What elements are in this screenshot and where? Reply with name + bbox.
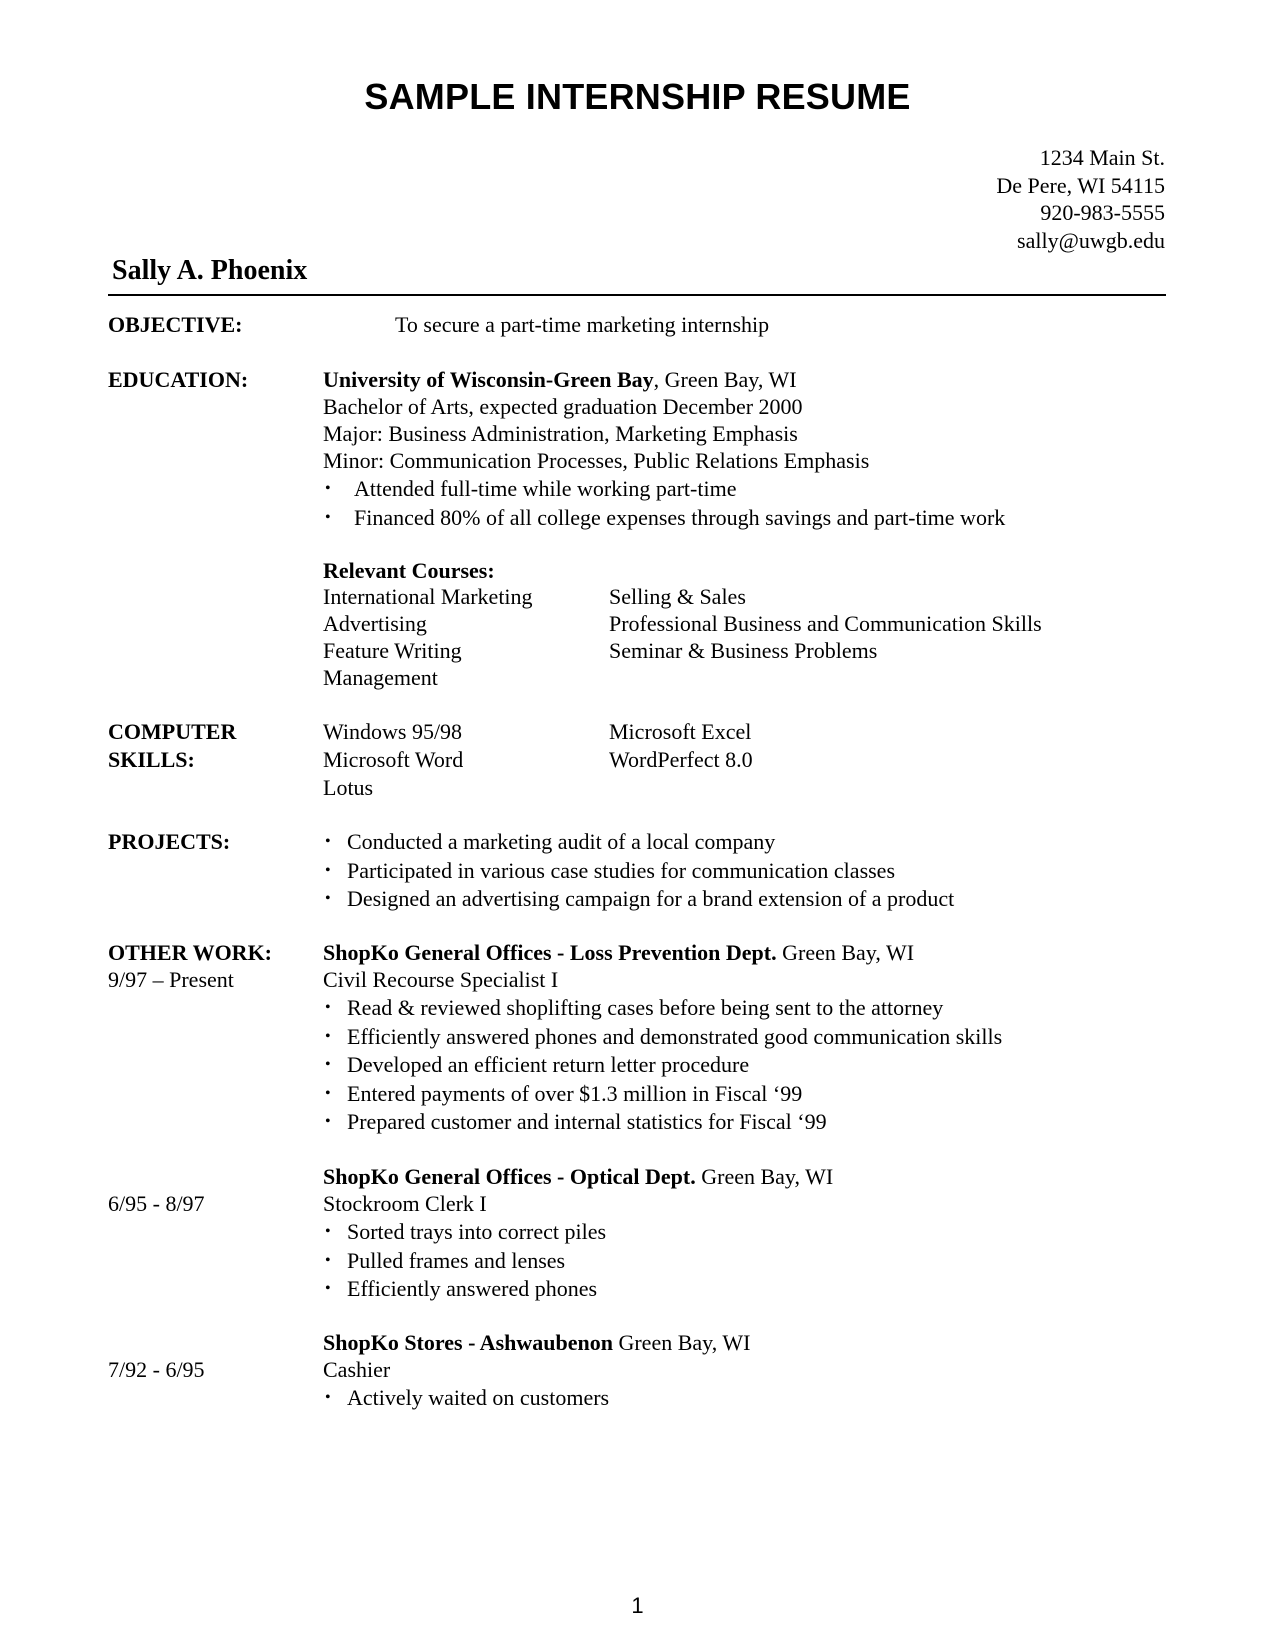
list-item: • Designed an advertising campaign for a brand extension of a product [325,885,954,914]
list-item: • Conducted a marketing audit of a local company [325,828,954,857]
list-item: • Financed 80% of all college expenses through savings and part-time work [325,504,1005,533]
job-3-dates: 7/92 - 6/95 [108,1357,205,1382]
job-2-location: Green Bay, WI [695,1164,834,1189]
list-item: • Developed an efficient return letter procedure [325,1051,1002,1080]
list-item: • Efficiently answered phones and demonstrated good communication skills [325,1023,1002,1052]
major: Major: Business Administration, Marketing Emphasis [323,421,798,446]
list-item: • Efficiently answered phones [325,1275,606,1304]
job-2-employer: ShopKo General Offices - Optical Dept. [323,1164,696,1189]
computer-skills-label-line2: SKILLS: [108,747,195,772]
skill-item: WordPerfect 8.0 [609,747,753,772]
list-item: • Pulled frames and lenses [325,1247,606,1276]
courses-left-column [323,583,533,691]
contact-phone: 920-983-5555 [1040,200,1165,225]
job-3-employer: ShopKo Stores - Ashwaubenon [323,1330,613,1355]
job-3-employer-line [323,1329,750,1357]
list-item: • Entered payments of over $1.3 million in Fiscal ‘99 [325,1080,1002,1109]
computer-skills-label-line1: COMPUTER [108,719,237,744]
applicant-name: Sally A. Phoenix [112,255,308,286]
skills-left-column [323,718,463,802]
objective-text: To secure a part-time marketing internship [395,312,770,337]
other-work-label: OTHER WORK: [108,940,273,965]
list-item: • Sorted trays into correct piles [325,1218,606,1247]
job-3-bullets [325,1384,609,1413]
education-bullets [325,475,1005,532]
job-1-location: Green Bay, WI [776,940,915,965]
course-item: Seminar & Business Problems [609,638,878,663]
list-item: • Actively waited on customers [325,1384,609,1413]
course-item: Feature Writing [323,638,462,663]
job-1-employer: ShopKo General Offices - Loss Prevention Dept. [323,940,777,965]
computer-skills-label [108,718,236,774]
job-3-position: Cashier [323,1357,391,1382]
header-divider [108,294,1166,296]
course-item: Management [323,665,438,690]
course-item: Selling & Sales [609,584,746,609]
objective-label: OBJECTIVE: [108,312,243,337]
job-1-position: Civil Recourse Specialist I [323,967,559,992]
job-3-location: Green Bay, WI [612,1330,751,1355]
job-2-position: Stockroom Clerk I [323,1191,487,1216]
school-location: , Green Bay, WI [653,367,797,392]
list-item: • Attended full-time while working part-time [325,475,1005,504]
course-item: International Marketing [323,584,533,609]
job-1-dates: 9/97 – Present [108,967,234,992]
job-2-dates: 6/95 - 8/97 [108,1191,205,1216]
list-item: • Prepared customer and internal statistics for Fiscal ‘99 [325,1108,1002,1137]
contact-city: De Pere, WI 54115 [996,172,1165,198]
job-1-employer-line [323,939,914,967]
job-2-bullets [325,1218,606,1304]
job-2-employer-line [323,1163,833,1191]
list-item: • Participated in various case studies for communication classes [325,857,954,886]
list-item: • Read & reviewed shoplifting cases before being sent to the attorney [325,994,1002,1023]
school-line [323,366,797,394]
courses-right-column [609,583,1042,664]
course-item: Professional Business and Communication Skills [609,611,1042,636]
contact-email: sally@uwgb.edu [1017,227,1165,253]
contact-block [996,144,1165,254]
school-name: University of Wisconsin-Green Bay [323,367,654,392]
courses-heading: Relevant Courses: [323,558,495,583]
minor: Minor: Communication Processes, Public Relations Emphasis [323,448,870,473]
skill-item: Microsoft Excel [609,719,752,744]
skill-item: Windows 95/98 [323,719,463,744]
skill-item: Microsoft Word [323,747,464,772]
job-1-bullets [325,994,1002,1137]
education-label: EDUCATION: [108,367,249,392]
projects-bullets [325,828,954,914]
skills-right-column [609,718,753,774]
course-item: Advertising [323,611,427,636]
page-number: 1 [631,1593,644,1618]
contact-street: 1234 Main St. [1039,145,1165,170]
projects-label: PROJECTS: [108,829,231,854]
document-title: SAMPLE INTERNSHIP RESUME [364,76,911,117]
degree: Bachelor of Arts, expected graduation December 2000 [323,394,803,419]
skill-item: Lotus [323,775,374,800]
